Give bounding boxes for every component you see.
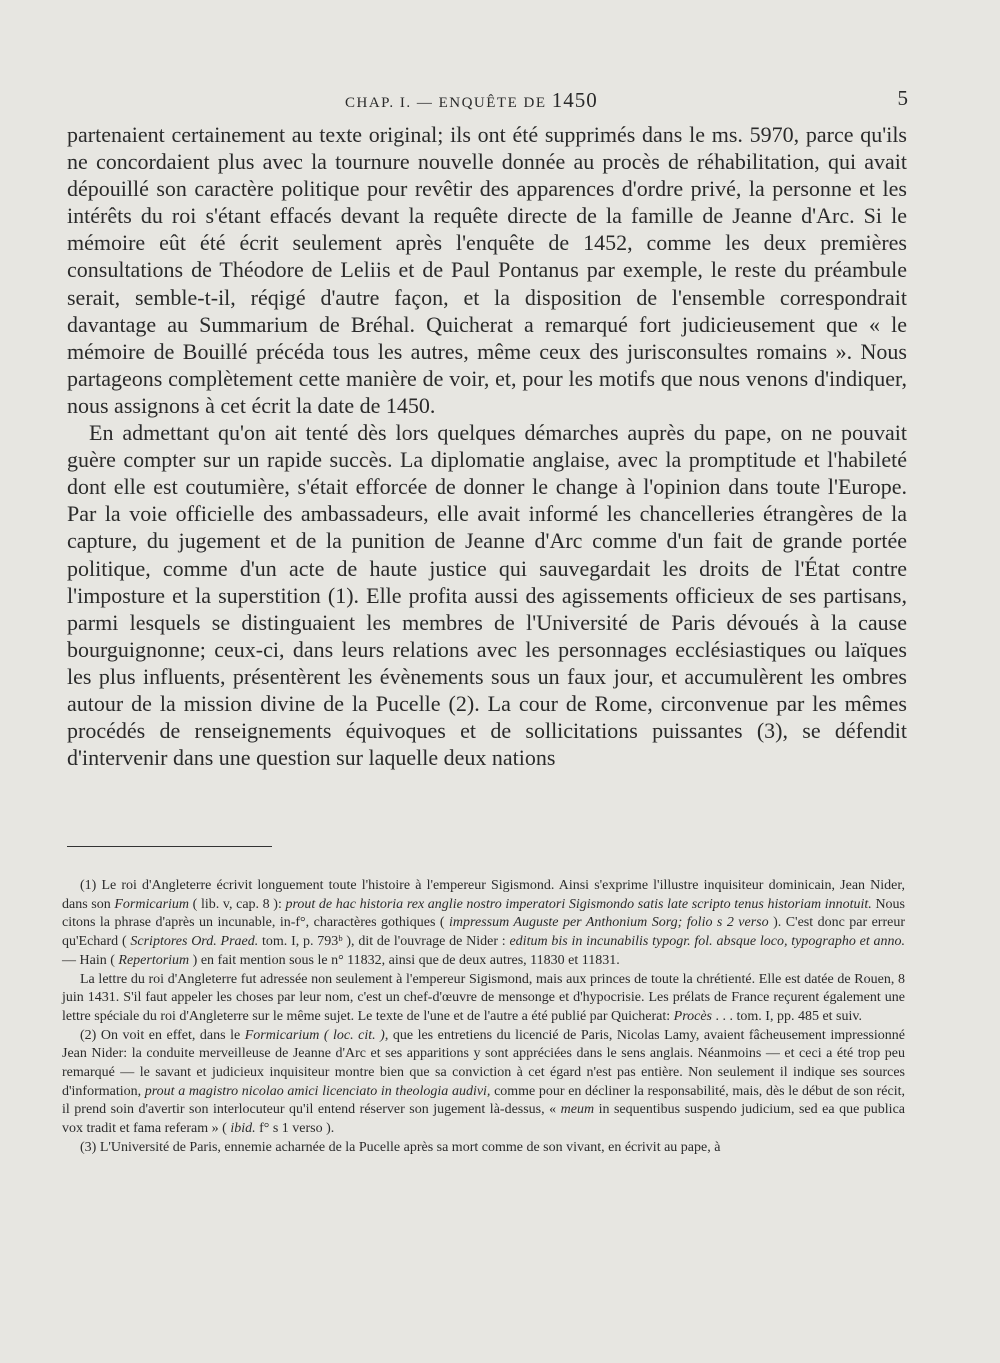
footnote-2: (2) On voit en effet, dans le Formicarium ( loc. cit. ), que les entretiens du licencié de Paris, Nicolas Lamy, avaient fâcheusement impressionné Jean Nider: la conduite merveilleuse de Jeanne d'Arc et ses apparitions y sont appréciées dans le sens anglais. Néanmoins — et ceci a été trop peu remarqué — le savant et judicieux inquisiteur montre bien que sa conviction à cet égard n'est pas entière. Non seulement il indique ses sources d'information, prout a magistro nicolao amici licenciato in theologia audivi, comme pour en décliner la responsabilité, mais, dès le début de son récit, il prend soin d'avertir son interlocuteur qu'il entend réserver son jugement là-dessus, « meum in sequentibus suspendo judicium, sed ea que publica vox tradit et fama referam » ( ibid. f° s 1 verso ).	[62, 1027, 905, 1137]
body-paragraph-2: En admettant qu'on ait tenté dès lors quelques démarches auprès du pape, on ne pouvait guère compter sur un rapide succès. La diplomatie anglaise, avec la promptitude et l'habileté dont elle est coutumière, s'était efforcée de donner le change à l'opinion dans toute l'Europe. Par la voie officielle des ambassadeurs, elle avait informé les chancelleries étrangères de la capture, du jugement et de la punition de Jeanne d'Arc comme d'un fait de grande portée politique, comme d'un acte de haute justice qui sauvegardait les droits de l'État contre l'imposture et la superstition (1). Elle profita aussi des agissements officieux de ses partisans, parmi lesquels se distinguaient les membres de l'Université de Paris dévoués à la cause bourguignonne; ceux-ci, dans leurs relations avec les personnages ecclésiastiques ou laïques les plus influents, présentèrent les évènements sous un faux jour, et accumulèrent les ombres autour de la mission divine de la Pucelle (2). La cour de Rome, circonvenue par les mêmes procédés de renseignements équivoques et de sollicitations puissantes (3), se défendit d'intervenir dans une question sur laquelle deux nations	[67, 420, 907, 771]
footnote-separator	[67, 846, 272, 847]
main-text	[67, 121, 907, 771]
footnote-1-continued: La lettre du roi d'Angleterre fut adressée non seulement à l'empereur Sigismond, mais aux princes de toute la chrétienté. Elle est datée de Rouen, 8 juin 1431. S'il faut appeler les choses par leur nom, c'est un chef-d'œuvre de mensonge et d'hypocrisie. Les prélats de France reçurent également une lettre spéciale du roi d'Angleterre sur le même sujet. Le texte de l'une et de l'autre a été publié par Quicherat: Procès . . . tom. I, pp. 485 et suiv.	[62, 971, 905, 1024]
footnote-3: (3) L'Université de Paris, ennemie acharnée de la Pucelle après sa mort comme de son vivant, en écrivit au pape, à	[80, 1139, 721, 1155]
body-paragraph-1: partenaient certainement au texte original; ils ont été supprimés dans le ms. 5970, parce qu'ils ne concordaient plus avec la tournure nouvelle donnée au procès de réhabilitation, qui avait dépouillé son caractère politique pour revêtir des apparences d'ordre privé, la personne et les intérêts du roi s'étant effacés devant la requête directe de la famille de Jeanne d'Arc. Si le mémoire eût été écrit seulement après l'enquête de 1452, comme les deux premières consultations de Théodore de Leliis et de Paul Pontanus par exemple, le reste du préambule serait, semble-t-il, réqigé d'autre façon, et la disposition de l'ensemble correspondrait davantage au Summarium de Bréhal. Quicherat a remarqué fort judicieusement que « le mémoire de Bouillé précéda tous les autres, même ceux des jurisconsultes romains ». Nous partageons complètement cette manière de voir, et, pour les motifs que nous venons d'indiquer, nous assignons à cet écrit la date de 1450.	[67, 122, 907, 418]
footnote-1: (1) Le roi d'Angleterre écrivit longuement toute l'histoire à l'empereur Sigismond. Ainsi s'exprime l'illustre inquisiteur dominicain, Jean Nider, dans son Formicarium ( lib. v, cap. 8 ): prout de hac historia rex anglie nostro imperatori Sigismondo satis late scripto tenus historiam innotuit. Nous citons la phrase d'après un incunable, in-f°, charactères gothiques ( impressum Auguste per Anthonium Sorg; folio s 2 verso ). C'est donc par erreur qu'Echard ( Scriptores Ord. Praed. tom. I, p. 793ᵇ ), dit de l'ouvrage de Nider : editum bis in incunabilis typogr. fol. absque loco, typographo et anno. — Hain ( Repertorium ) en fait mention sous le n° 11832, ainsi que de deux autres, 11830 et 11831.	[62, 878, 906, 968]
running-title-year: 1450	[551, 88, 598, 112]
page-number: 5	[897, 86, 908, 110]
running-header	[0, 84, 1000, 114]
footnotes	[62, 877, 905, 1158]
running-title: CHAP. I. — ENQUÊTE DE 1450	[345, 88, 598, 112]
